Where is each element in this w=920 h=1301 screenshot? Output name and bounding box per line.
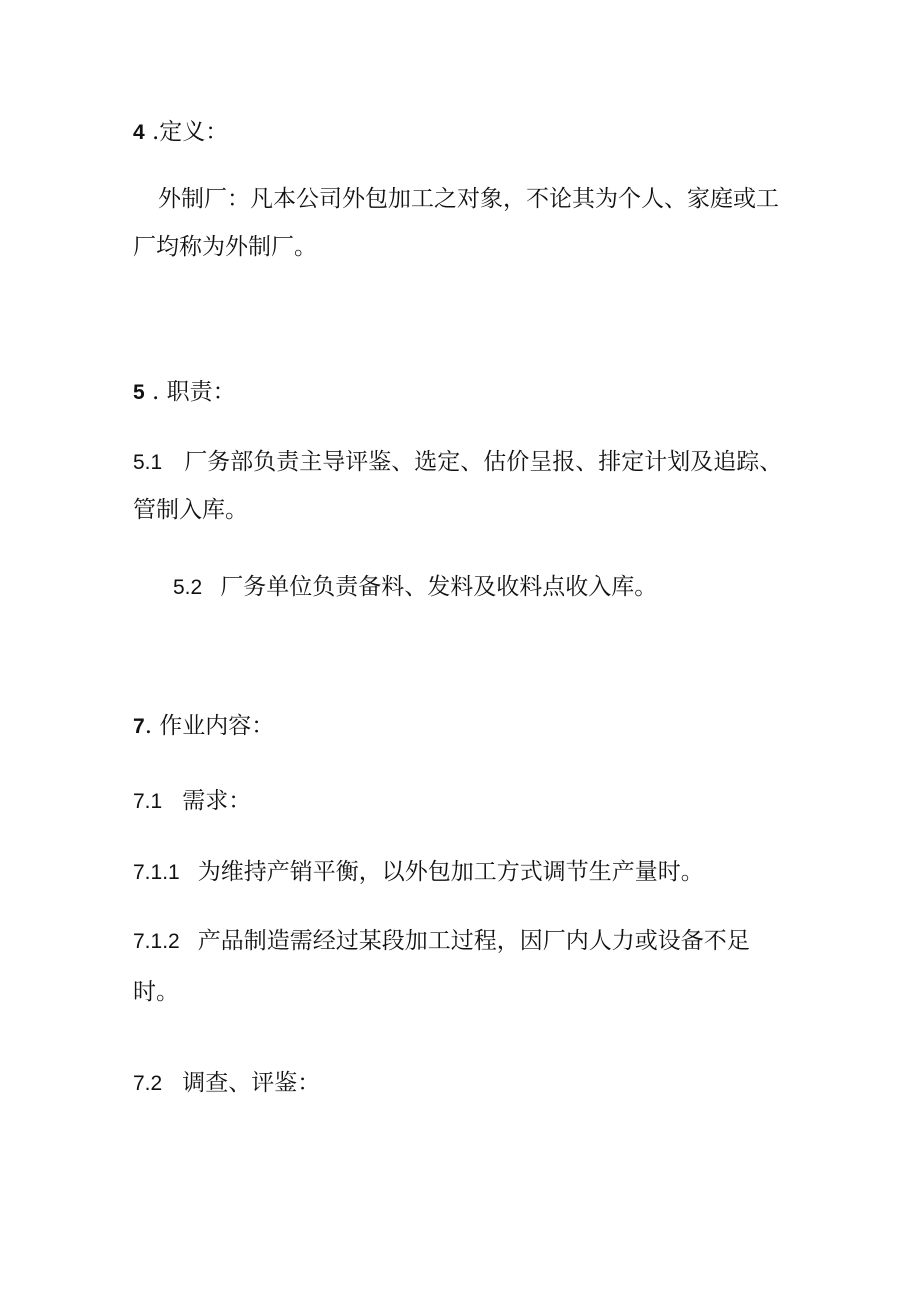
item-7-1-number: 7.1: [133, 790, 163, 813]
section-4-paragraph-line-1: 外制厂：凡本公司外包加工之对象，不论其为个人、家庭或工: [158, 186, 779, 212]
section-4-paragraph-line-2: 厂均称为外制厂。: [133, 234, 317, 260]
section-5-heading: [133, 377, 236, 408]
section-5-title: . 职责：: [144, 379, 236, 405]
item-7-1-text: 需求：: [182, 788, 252, 814]
section-4-number: 4: [133, 121, 145, 144]
item-7-1-2-text-line-1: 产品制造需经过某段加工过程，因厂内人力或设备不足: [197, 928, 750, 954]
section-7-heading: [133, 711, 274, 742]
item-5-1-number: 5.1: [133, 451, 163, 474]
item-5-1-line-2: 管制入库。: [133, 497, 248, 523]
item-7-1-1-number: 7.1.1: [133, 861, 180, 884]
section-4-title: .定义：: [144, 119, 229, 145]
section-4-heading: [133, 117, 228, 148]
item-7-2: [133, 1068, 320, 1099]
item-5-2: [173, 572, 657, 603]
item-7-2-text: 调查、评鉴：: [182, 1070, 321, 1096]
item-5-1-text-line-1: 厂务部负责主导评鉴、选定、估价呈报、排定计划及追踪、: [184, 449, 783, 475]
section-7-title: . 作业内容：: [144, 713, 275, 739]
section-5-number: 5: [133, 381, 145, 404]
item-5-2-text: 厂务单位负责备料、发料及收料点收入库。: [220, 574, 658, 600]
item-7-1: [133, 786, 251, 817]
item-7-1-1-text: 为维持产销平衡，以外包加工方式调节生产量时。: [197, 859, 704, 885]
item-5-1-line-1: [133, 447, 782, 478]
item-7-1-1: [133, 857, 704, 888]
item-7-1-2-number: 7.1.2: [133, 930, 180, 953]
item-7-2-number: 7.2: [133, 1072, 163, 1095]
item-7-1-2-line-1: [133, 926, 750, 957]
section-7-number: 7: [133, 715, 145, 738]
item-7-1-2-line-2: 时。: [133, 979, 179, 1005]
item-5-2-number: 5.2: [173, 576, 203, 599]
